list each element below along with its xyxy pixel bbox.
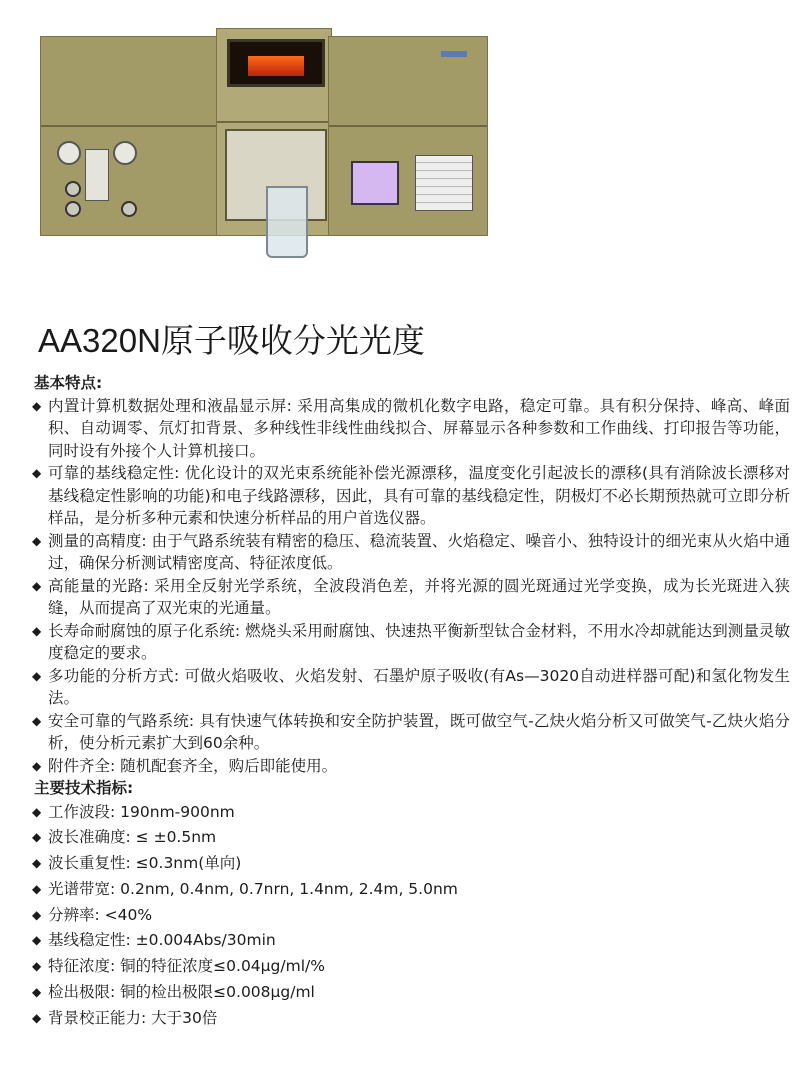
specs-list xyxy=(30,800,790,1032)
feature-label: 内置计算机数据处理和液晶显示屏: xyxy=(48,396,292,415)
knob-icon xyxy=(65,181,81,197)
diamond-bullet-icon: ◆ xyxy=(32,466,42,480)
feature-label: 长寿命耐腐蚀的原子化系统: xyxy=(48,621,241,640)
spec-label: 工作波段: xyxy=(48,802,116,821)
feature-text: 采用全反射光学系统，全波段消色差，并将光源的圆光斑通过光学变换，成为长光斑进入狭缝，从而提高了双光束的光通量。 xyxy=(48,576,790,617)
lcd-screen xyxy=(351,161,399,205)
diamond-bullet-icon: ◆ xyxy=(32,398,42,413)
diamond-bullet-icon: ◆ xyxy=(32,830,42,845)
page-title: AA320N原子吸收分光光度 xyxy=(38,322,425,359)
spec-label: 波长重复性: xyxy=(48,854,131,873)
diamond-bullet-icon: ◆ xyxy=(32,856,42,871)
feature-item xyxy=(30,755,790,778)
feature-label: 可靠的基线稳定性: xyxy=(48,464,180,482)
spec-value: 铜的特征浓度≤0.04μg/ml/% xyxy=(120,957,325,976)
document-body xyxy=(30,372,790,1032)
features-list xyxy=(30,395,790,778)
spec-label: 波长准确度: xyxy=(48,828,131,847)
feature-label: 安全可靠的气路系统: xyxy=(48,711,195,730)
diamond-bullet-icon: ◆ xyxy=(32,668,42,683)
feature-text: 可做火焰吸收、火焰发射、石墨炉原子吸收(有As—3020自动进样器可配)和氢化物发生法。 xyxy=(48,666,790,707)
diamond-bullet-icon: ◆ xyxy=(32,985,42,1000)
spec-value: 190nm-900nm xyxy=(120,802,235,821)
diamond-bullet-icon: ◆ xyxy=(32,959,42,974)
diamond-bullet-icon: ◆ xyxy=(32,533,42,548)
feature-label: 多功能的分析方式: xyxy=(48,666,180,685)
feature-label: 测量的高精度: xyxy=(48,531,147,550)
spec-item xyxy=(30,1006,790,1032)
spec-value: 0.2nm, 0.4nm, 0.7nrn, 1.4nm, 2.4m, 5.0nm xyxy=(120,879,458,898)
sample-beaker xyxy=(266,186,308,258)
spec-item xyxy=(30,954,790,980)
diamond-bullet-icon: ◆ xyxy=(32,578,42,593)
spec-item xyxy=(30,825,790,851)
diamond-bullet-icon: ◆ xyxy=(32,713,42,728)
feature-item xyxy=(30,575,790,620)
spec-item xyxy=(30,800,790,826)
feature-label: 附件齐全: xyxy=(48,756,116,775)
brand-badge xyxy=(441,51,467,57)
spec-label: 分辨率: xyxy=(48,905,100,924)
diamond-bullet-icon: ◆ xyxy=(32,1010,42,1025)
spec-item xyxy=(30,877,790,903)
diamond-bullet-icon: ◆ xyxy=(32,933,42,948)
feature-item xyxy=(30,620,790,665)
feature-text: 采用高集成的微机化数字电路，稳定可靠。具有积分保持、峰高、峰面积、自动调零、氘灯扣背景、多种线性非线性曲线拟合、屏幕显示各种参数和工作曲线、打印报告等功能，同时设有外接个人计算机接口。 xyxy=(48,396,790,460)
spec-label: 基线稳定性: xyxy=(48,931,131,950)
feature-text: 燃烧头采用耐腐蚀、快速热平衡新型钛合金材料，不用水冷却就能达到测量灵敏度稳定的要求。 xyxy=(48,621,790,662)
specs-heading: 主要技术指标: xyxy=(34,779,134,797)
spec-value: <40% xyxy=(104,905,153,924)
spec-item xyxy=(30,928,790,954)
flowmeter-icon xyxy=(85,149,109,201)
spec-value: ≤ ±0.5nm xyxy=(135,828,217,847)
features-heading: 基本特点: xyxy=(34,374,103,392)
diamond-bullet-icon: ◆ xyxy=(32,623,42,638)
diamond-bullet-icon: ◆ xyxy=(32,758,42,773)
instrument-photo xyxy=(40,28,490,258)
left-cabinet xyxy=(40,36,222,236)
feature-text: 优化设计的双光束系统能补偿光源漂移，温度变化引起波长的漂移(具有消除波长漂移对基线稳定性影响的功能)和电子线路漂移，因此，具有可靠的基线稳定性，阴极灯不必长期预热就可立即分析样品，是分析多种元素和快速分析样品的用户首选仪器。 xyxy=(48,464,790,527)
feature-item xyxy=(30,462,790,530)
feature-text: 具有快速气体转换和安全防护装置，既可做空气-乙炔火焰分析又可做笑气-乙炔火焰分析，使分析元素扩大到60余种。 xyxy=(48,711,790,752)
knob-icon xyxy=(65,201,81,217)
spec-value: ±0.004Abs/30min xyxy=(135,931,276,950)
spec-item xyxy=(30,980,790,1006)
right-cabinet xyxy=(328,36,488,236)
diamond-bullet-icon: ◆ xyxy=(32,907,42,922)
spec-label: 光谱带宽: xyxy=(48,879,116,898)
furnace-window xyxy=(227,39,325,87)
feature-item xyxy=(30,395,790,463)
spec-value: 大于30倍 xyxy=(151,1008,218,1027)
feature-item xyxy=(30,530,790,575)
spec-label: 背景校正能力: xyxy=(48,1008,147,1027)
spec-value: 铜的检出极限≤0.008μg/ml xyxy=(120,983,315,1002)
spec-item xyxy=(30,903,790,929)
spec-label: 特征浓度: xyxy=(48,957,116,976)
diamond-bullet-icon: ◆ xyxy=(32,804,42,819)
keypad xyxy=(415,155,473,211)
feature-item xyxy=(30,665,790,710)
spec-value: ≤0.3nm(单向) xyxy=(135,854,242,873)
feature-item xyxy=(30,710,790,755)
spec-item xyxy=(30,851,790,877)
feature-text: 随机配套齐全，购后即能使用。 xyxy=(120,756,338,775)
diamond-bullet-icon: ◆ xyxy=(32,881,42,896)
knob-icon xyxy=(121,201,137,217)
spec-label: 检出极限: xyxy=(48,983,116,1002)
pressure-gauge-icon xyxy=(113,141,137,165)
pressure-gauge-icon xyxy=(57,141,81,165)
feature-label: 高能量的光路: xyxy=(48,576,149,595)
feature-text: 由于气路系统装有精密的稳压、稳流装置、火焰稳定、噪音小、独特设计的细光束从火焰中通过，确保分析测试精密度高、特征浓度低。 xyxy=(48,531,790,572)
